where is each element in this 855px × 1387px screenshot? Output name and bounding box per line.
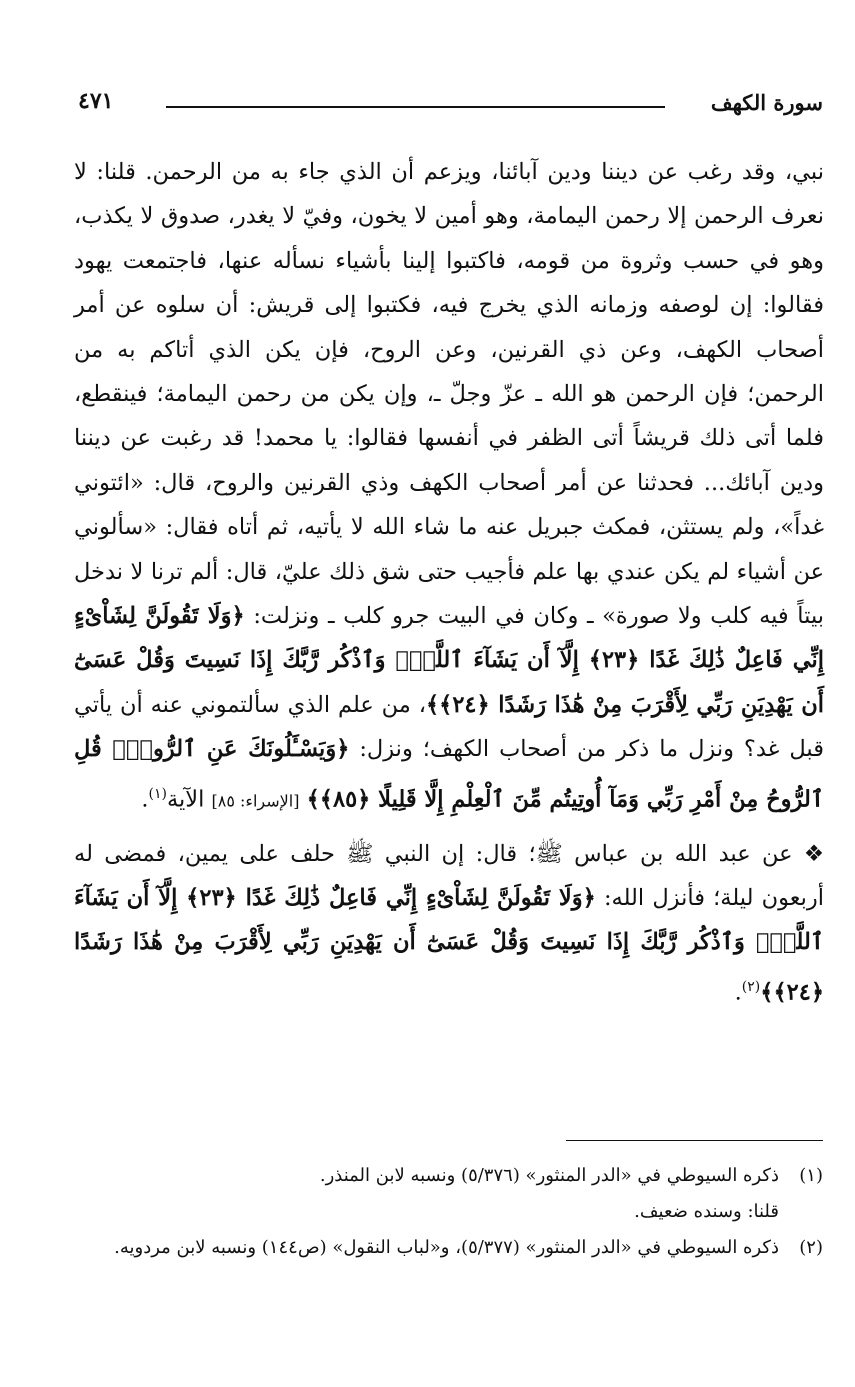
paragraph-1-text: نبي، وقد رغب عن ديننا ودين آبائنا، ويزعم أن الذي جاء به من الرحمن. قلنا: لا نعرف الرحمن إلا رحمن اليمامة، وهو أمين لا يخون، وفيّ لا يغدر، صدوق لا يكذب، وهو في حسب وثروة من قومه، فاكتبوا إلينا بأشياء نسأله عنها، فاجتمعت يهود فقالوا: إن لوصفه وزمانه الذي يخرج فيه، فكتبوا إلى قريش: أن سلوه عن أمر أصحاب الكهف، وعن ذي القرنين، وعن الروح، فإن يكن الذي أتاكم به من الرحمن؛ فإن الرحمن هو الله ـ عزّ وجلّ ـ، وإن يكن من رحمن اليمامة؛ فينقطع، فلما أتى ذلك قريشاً أتى الظفر في أنفسها فقالوا: يا محمد! قد رغبت عن ديننا ودين آبائك... فحدثنا عن أمر أصحاب الكهف وذي القرنين والروح، قال: «ائتوني غداً»، ولم يستثن، فمكث جبريل عنه ما شاء الله لا يأتيه، ثم أتاه فقال: «سألوني عن أشياء لم يكن عندي بها علم فأجيب حتى شق ذلك عليّ، قال: ألم ترنا لا ندخل بيتاً فيه كلب ولا صورة» ـ وكان في البيت جرو كلب ـ ونزلت: <box>74 159 824 630</box>
page-header <box>78 84 823 124</box>
footnote-marker-1: (١) <box>148 785 167 802</box>
paragraph-1-ending: الآية <box>166 786 212 813</box>
footnote-marker-2: (٢) <box>741 978 761 995</box>
paragraph-1: نبي، وقد رغب عن ديننا ودين آبائنا، ويزعم أن الذي جاء به من الرحمن. قلنا: لا نعرف الرحمن إلا رحمن اليمامة، وهو أمين لا يخون، وفيّ لا يغدر، صدوق لا يكذب، وهو في حسب وثروة من قومه، فاكتبوا إلينا بأشياء نسأله عنها، فاجتمعت يهود فقالوا: إن لوصفه وزمانه الذي يخرج فيه، فكتبوا إلى قريش: أن سلوه عن أمر أصحاب الكهف، وعن ذي القرنين، وعن الروح، فإن يكن الذي أتاكم به من الرحمن؛ فإن الرحمن هو الله ـ عزّ وجلّ ـ، وإن يكن من رحمن اليمامة؛ فينقطع، فلما أتى ذلك قريشاً أتى الظفر في أنفسها فقالوا: يا محمد! قد رغبت عن ديننا ودين آبائك... فحدثنا عن أمر أصحاب الكهف وذي القرنين والروح، قال: «ائتوني غداً»، ولم يستثن، فمكث جبريل عنه ما شاء الله لا يأتيه، ثم أتاه فقال: «سألوني عن أشياء لم يكن عندي بها علم فأجيب حتى شق ذلك عليّ، قال: ألم ترنا لا ندخل بيتاً فيه كلب ولا صورة» ـ وكان في البيت جرو كلب ـ ونزلت: ﴿وَلَا تَقُولَنَّ لِشَاْىْءٍ إِنِّي فَاعِلٌ ذَٰلِكَ غَدًا ﴿٢٣﴾ إِلَّآ أَن يَشَآءَ ٱللَّهُۚ وَٱذْكُر رَّبَّكَ إِذَا نَسِيتَ وَقُلْ عَسَىٰٓ أَن يَهْدِيَنِ رَبِّي لِأَقْرَبَ مِنْ هَٰذَا رَشَدًا ﴿٢٤﴾﴾، من علم الذي سألتموني عنه أن يأتي قبل غد؟ ونزل ما ذكر من أصحاب الكهف؛ ونزل: ﴿وَيَسْـَٔلُونَكَ عَنِ ٱلرُّوحِۖ قُلِ ٱلرُّوحُ مِنْ أَمْرِ رَبِّي وَمَآ أُوتِيتُم مِّنَ ٱلْعِلْمِ إِلَّا قَلِيلًا ﴿٨٥﴾﴾ [الإسراء: ٨٥] الآية$^{(١)}$. <box>74 159 824 813</box>
footnote-1-note: قلنا: وسنده ضعيف. <box>634 1201 779 1222</box>
surah-title: سورة الكهف <box>710 90 823 115</box>
header-rule <box>166 106 665 108</box>
footnote-2-number: (٢) <box>799 1237 823 1258</box>
main-text <box>74 150 824 1015</box>
paragraph-2: ❖ عن عبد الله بن عباس ﷺ؛ قال: إن النبي ﷺ حلف على يمين، فمضى له أربعون ليلة؛ فأنزل الله: ﴿وَلَا تَقُولَنَّ لِشَاْىْءٍ إِنِّي فَاعِلٌ ذَٰلِكَ غَدًا ﴿٢٣﴾ إِلَّآ أَن يَشَآءَ ٱللَّهُۚ وَٱذْكُر رَّبَّكَ إِذَا نَسِيتَ وَقُلْ عَسَىٰٓ أَن يَهْدِيَنِ رَبِّي لِأَقْرَبَ مِنْ هَٰذَا رَشَدًا ﴿٢٤﴾﴾$^{(٢)}$. <box>74 840 824 1006</box>
paragraph-1-continuation: ، من علم الذي سألتموني عنه أن يأتي قبل غد؟ ونزل ما ذكر من أصحاب الكهف؛ ونزل: <box>74 691 824 763</box>
quran-verse-kahf-23-24-repeat: ﴿وَلَا تَقُولَنَّ لِشَاْىْءٍ إِنِّي فَاعِلٌ ذَٰلِكَ غَدًا ﴿٢٣﴾ إِلَّآ أَن يَشَآءَ ٱللَّهُۚ وَٱذْكُر رَّبَّكَ إِذَا نَسِيتَ وَقُلْ عَسَىٰٓ أَن يَهْدِيَنِ رَبِّي لِأَقْرَبَ مِنْ هَٰذَا رَشَدًا ﴿٢٤﴾﴾ <box>74 885 824 1006</box>
footnote-2 <box>78 1230 823 1266</box>
footnotes <box>78 1158 823 1266</box>
footnote-1-text: ذكره السيوطي في «الدر المنثور» (٥/٣٧٦) ونسبه لابن المنذر. <box>319 1165 779 1186</box>
quran-verse-isra-85: ﴿وَيَسْـَٔلُونَكَ عَنِ ٱلرُّوحِۖ قُلِ ٱلرُّوحُ مِنْ أَمْرِ رَبِّي وَمَآ أُوتِيتُم مِّنَ ٱلْعِلْمِ إِلَّا قَلِيلًا ﴿٨٥﴾﴾ <box>74 736 824 813</box>
footnote-1-number: (١) <box>799 1165 823 1186</box>
page-number: ٤٧١ <box>78 88 114 114</box>
footnote-1 <box>78 1158 823 1194</box>
verse-reference: [الإسراء: ٨٥] <box>211 791 300 811</box>
footnote-2-text: ذكره السيوطي في «الدر المنثور» (٥/٣٧٧)، و«لباب النقول» (ص١٤٤) ونسبه لابن مردويه. <box>114 1237 779 1258</box>
footnote-separator <box>566 1140 823 1141</box>
quran-verse-kahf-23-24: ﴿وَلَا تَقُولَنَّ لِشَاْىْءٍ إِنِّي فَاعِلٌ ذَٰلِكَ غَدًا ﴿٢٣﴾ إِلَّآ أَن يَشَآءَ ٱللَّهُۚ وَٱذْكُر رَّبَّكَ إِذَا نَسِيتَ وَقُلْ عَسَىٰٓ أَن يَهْدِيَنِ رَبِّي لِأَقْرَبَ مِنْ هَٰذَا رَشَدًا ﴿٢٤﴾﴾ <box>74 603 824 718</box>
paragraph-2-text: ❖ عن عبد الله بن عباس ﷺ؛ قال: إن النبي ﷺ حلف على يمين، فمضى له أربعون ليلة؛ فأنزل الله: <box>74 840 824 911</box>
